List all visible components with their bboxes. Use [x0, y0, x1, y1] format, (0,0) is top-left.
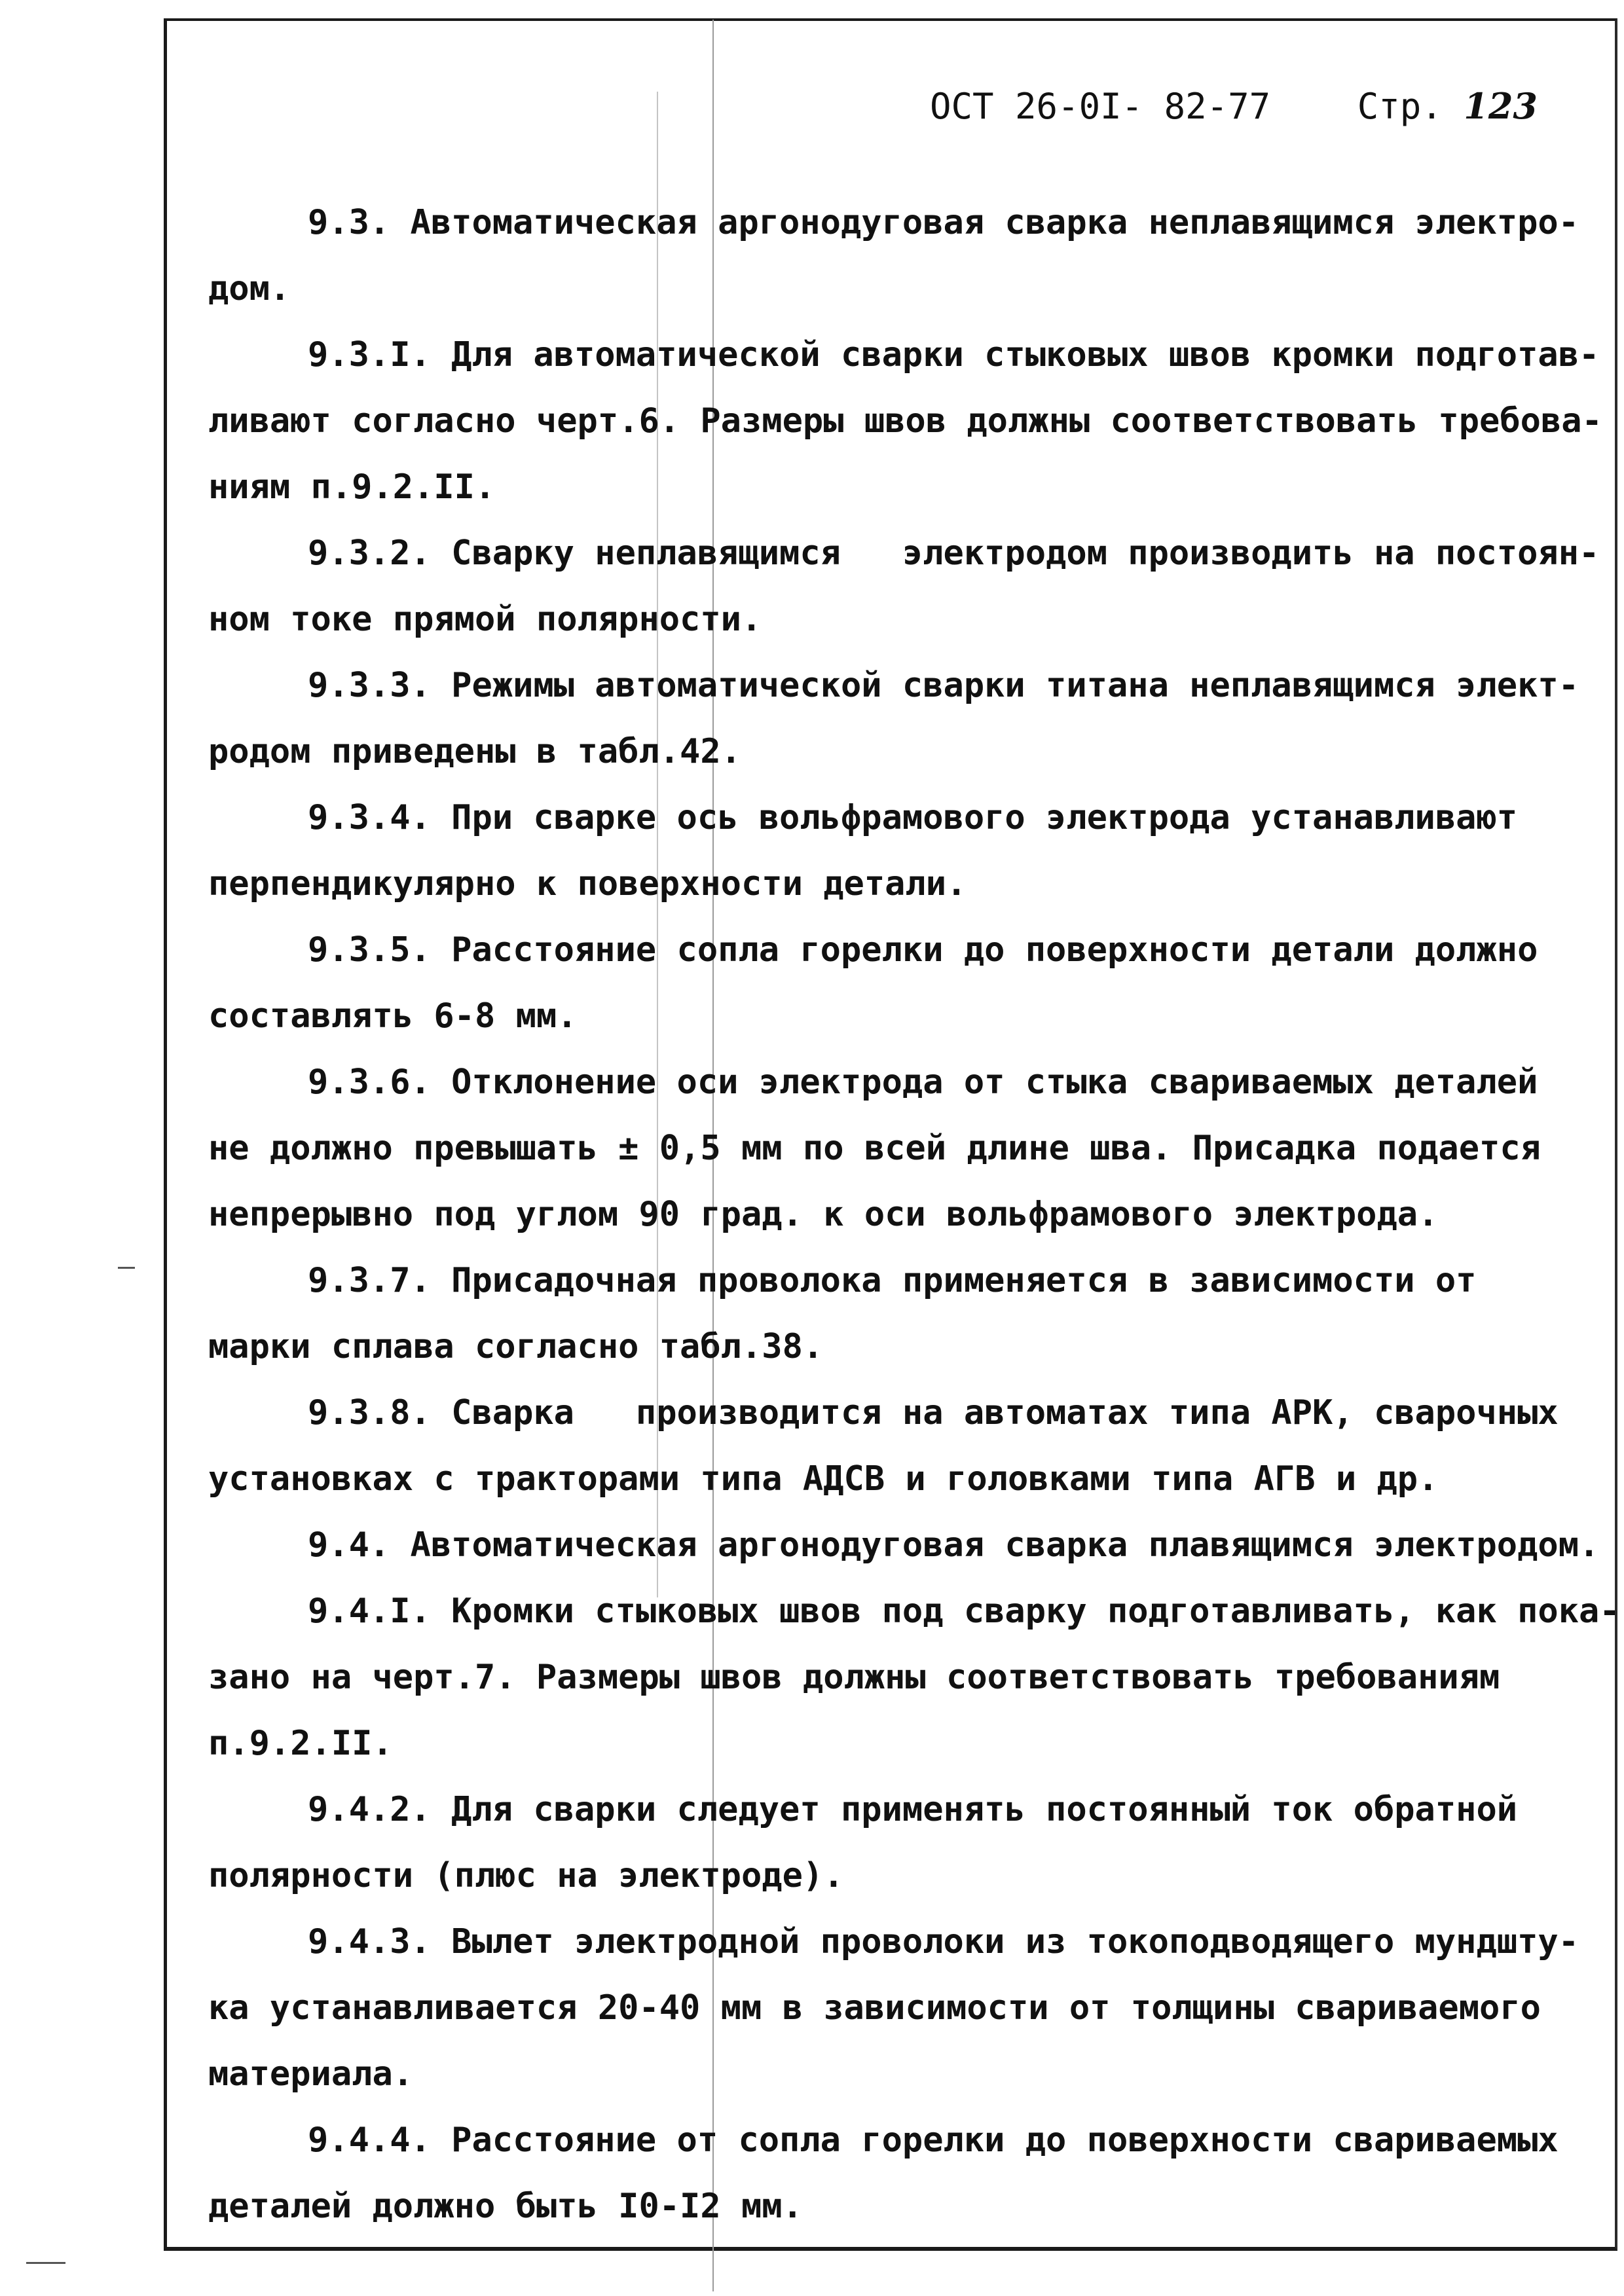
text-line: 9.3.3. Режимы автоматической сварки титана неплавящимся элект- — [308, 666, 1579, 705]
text-line: 9.3. Автоматическая аргонодуговая сварка неплавящимся электро- — [308, 203, 1579, 242]
text-line: 9.3.8. Сварка производится на автоматах типа АРК, сварочных — [308, 1393, 1559, 1432]
text-line: 9.4.4. Расстояние от сопла горелки до поверхности свариваемых — [308, 2121, 1559, 2160]
text-line: материала. — [208, 2054, 414, 2094]
margin-mark — [118, 1267, 135, 1269]
text-line: деталей должно быть I0-I2 мм. — [208, 2187, 803, 2226]
text-line: перпендикулярно к поверхности детали. — [208, 864, 967, 903]
text-line: ливают согласно черт.6. Размеры швов должны соответствовать требова- — [208, 401, 1602, 441]
text-line: родом приведены в табл.42. — [208, 732, 741, 771]
text-line: 9.3.5. Расстояние сопла горелки до поверхности детали должно — [308, 930, 1538, 970]
text-line: п.9.2.II. — [208, 1724, 393, 1763]
text-line: 9.3.2. Сварку неплавящимся электродом производить на постоян- — [308, 534, 1600, 573]
page-number: 123 — [1464, 85, 1538, 127]
text-line: дом. — [208, 269, 291, 308]
page-header — [930, 85, 1538, 127]
margin-mark — [26, 2262, 65, 2264]
text-line: 9.4.2. Для сварки следует применять постоянный ток обратной — [308, 1790, 1518, 1829]
text-line: не должно превышать ± 0,5 мм по всей длине шва. Присадка подается — [208, 1129, 1541, 1168]
text-line: установках с тракторами типа АДСВ и головками типа АГВ и др. — [208, 1459, 1439, 1499]
page-label: Стр. — [1357, 86, 1443, 127]
text-line: зано на черт.7. Размеры швов должны соответствовать требованиям — [208, 1658, 1500, 1697]
text-line: полярности (плюс на электроде). — [208, 1856, 844, 1895]
text-line: 9.4.3. Вылет электродной проволоки из токоподводящего мундшту- — [308, 1922, 1579, 1961]
text-line: ка устанавливается 20-40 мм в зависимости от толщины свариваемого — [208, 1988, 1541, 2028]
text-line: ниям п.9.2.II. — [208, 467, 496, 507]
text-line: 9.3.I. Для автоматической сварки стыковых швов кромки подготав- — [308, 335, 1600, 374]
text-line: ном токе прямой полярности. — [208, 600, 762, 639]
text-line: 9.3.7. Присадочная проволока применяется в зависимости от — [308, 1261, 1477, 1300]
text-line: марки сплава согласно табл.38. — [208, 1327, 824, 1366]
text-line: 9.3.6. Отклонение оси электрода от стыка свариваемых деталей — [308, 1063, 1538, 1102]
document-code: ОСТ 26-0I- 82-77 — [930, 86, 1271, 127]
text-line: непрерывно под углом 90 град. к оси вольфрамового электрода. — [208, 1195, 1439, 1234]
document-body — [208, 190, 1620, 2240]
text-line: 9.3.4. При сварке ось вольфрамового электрода устанавливают — [308, 798, 1518, 837]
text-line: 9.4.I. Кромки стыковых швов под сварку подготавливать, как пока- — [308, 1592, 1620, 1631]
text-line: 9.4. Автоматическая аргонодуговая сварка плавящимся электродом. — [308, 1525, 1600, 1565]
text-line: составлять 6-8 мм. — [208, 996, 578, 1036]
